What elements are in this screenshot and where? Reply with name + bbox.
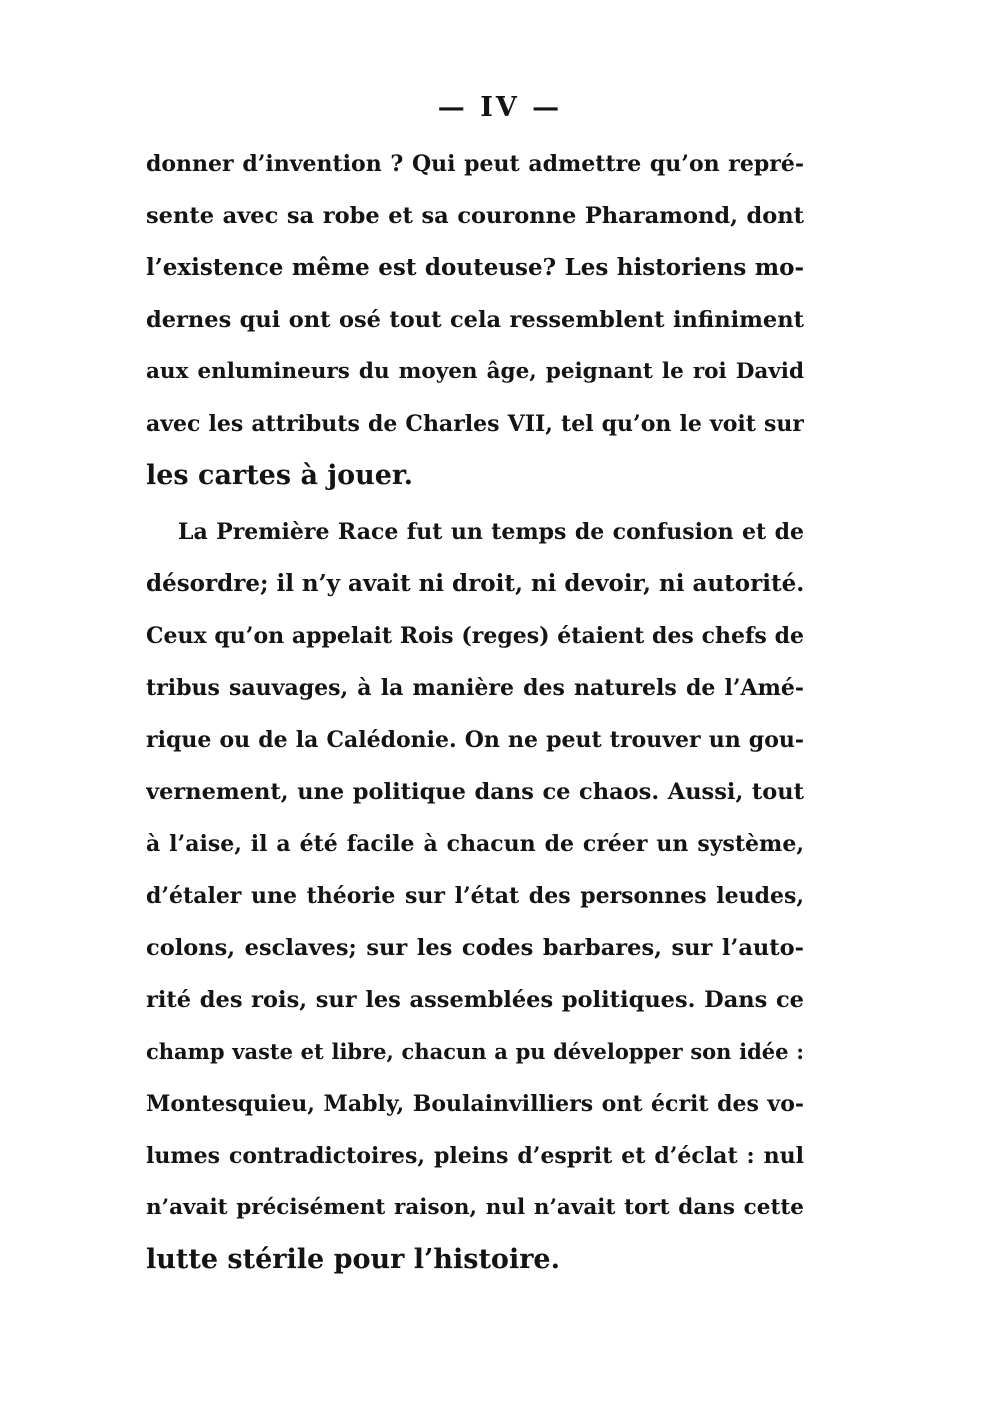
text-line: désordre; il n’y avait ni droit, ni devoir, ni autorité. — [146, 570, 804, 597]
paragraph-2 — [146, 506, 804, 1286]
text-line: La Première Race fut un temps de confusion et de — [178, 519, 804, 545]
text-line: l’existence même est douteuse? Les historiens mo- — [146, 254, 804, 281]
text-line: rique ou de la Calédonie. On ne peut trouver un gou- — [146, 727, 804, 753]
text-line: sente avec sa robe et sa couronne Pharamond, dont — [146, 203, 804, 229]
text-line: à l’aise, il a été facile à chacun de créer un système, — [146, 831, 804, 857]
text-line: champ vaste et libre, chacun a pu développer son idée : — [146, 1039, 804, 1064]
text-line: colons, esclaves; sur les codes barbares, sur l’auto- — [146, 935, 804, 961]
text-line: n’avait précisément raison, nul n’avait tort dans cette — [146, 1195, 804, 1220]
text-line: aux enlumineurs du moyen âge, peignant le roi David — [146, 359, 804, 384]
text-line: vernement, une politique dans ce chaos. Aussi, tout — [146, 779, 804, 805]
text-line: avec les attributs de Charles VII, tel qu’on le voit sur — [146, 411, 804, 437]
text-line: lutte stérile pour l’histoire. — [146, 1244, 561, 1275]
text-line: dernes qui ont osé tout cela ressemblent infiniment — [146, 307, 804, 333]
text-line: d’étaler une théorie sur l’état des personnes leudes, — [146, 883, 804, 909]
text-line: donner d’invention ? Qui peut admettre qu’on repré- — [146, 151, 804, 177]
page-number-header: — IV — — [437, 92, 563, 123]
text-line: rité des rois, sur les assemblées politiques. Dans ce — [146, 987, 804, 1013]
text-line: les cartes à jouer. — [146, 460, 414, 491]
text-line: tribus sauvages, à la manière des naturels de l’Amé- — [146, 675, 804, 701]
text-line: Ceux qu’on appelait Rois (reges) étaient des chefs de — [146, 623, 804, 649]
text-line: lumes contradictoires, pleins d’esprit et d’éclat : nul — [146, 1143, 804, 1169]
paragraph-1 — [146, 138, 804, 502]
text-line: Montesquieu, Mably, Boulainvilliers ont écrit des vo- — [146, 1091, 804, 1117]
